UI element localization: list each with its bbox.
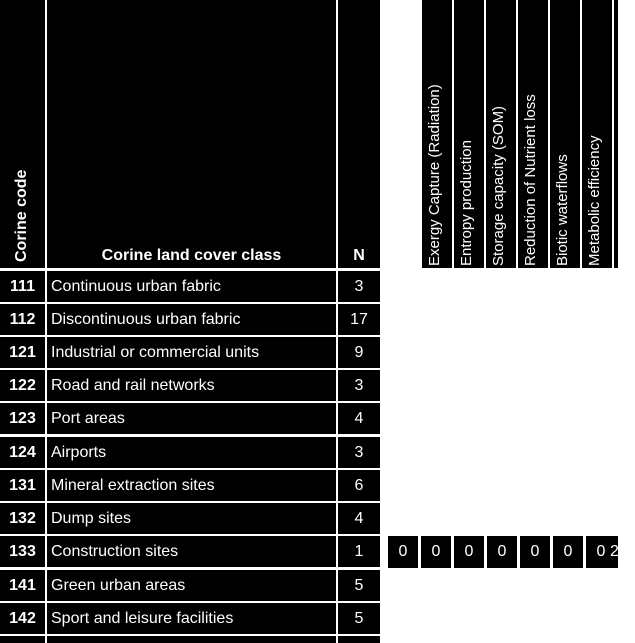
- row-code: 141: [0, 570, 45, 601]
- header-n-label: N: [353, 247, 365, 264]
- row-class: Dump sites: [47, 503, 336, 534]
- row-code: 142: [0, 603, 45, 634]
- value-cell: 0: [454, 536, 484, 568]
- table-row-partial: [338, 636, 380, 643]
- row-class: Airports: [47, 437, 336, 468]
- row-class: Continuous urban fabric: [47, 271, 336, 302]
- row-class: Sport and leisure facilities: [47, 603, 336, 634]
- table-row-partial: [47, 636, 336, 643]
- value-cell: 2: [606, 536, 618, 568]
- indicator-label: Exergy Capture (Radiation): [426, 84, 443, 266]
- row-code: 132: [0, 503, 45, 534]
- row-code: 131: [0, 470, 45, 501]
- header-corine-code: [0, 0, 45, 268]
- row-n: 5: [338, 570, 380, 601]
- header-n: [338, 0, 380, 268]
- indicator-header: [486, 0, 516, 268]
- value-cell: 0: [487, 536, 517, 568]
- row-code: 121: [0, 337, 45, 368]
- value-cell: 0: [520, 536, 550, 568]
- indicator-label: Storage capacity (SOM): [490, 105, 507, 266]
- row-class: Port areas: [47, 403, 336, 434]
- indicator-label: Reduction of Nutrient loss: [522, 94, 539, 266]
- indicator-header: [614, 0, 635, 268]
- value-cell: 0: [553, 536, 583, 568]
- indicator-header: [582, 0, 612, 268]
- row-code: 111: [0, 271, 45, 302]
- row-n: 3: [338, 271, 380, 302]
- row-class: Discontinuous urban fabric: [47, 304, 336, 335]
- header-class-label: Corine land cover class: [101, 247, 282, 264]
- row-n: 6: [338, 470, 380, 501]
- row-code: 112: [0, 304, 45, 335]
- row-n: 5: [338, 603, 380, 634]
- row-n: 4: [338, 503, 380, 534]
- row-n: 3: [338, 370, 380, 401]
- row-class: Green urban areas: [47, 570, 336, 601]
- row-code: 122: [0, 370, 45, 401]
- row-class: Industrial or commercial units: [47, 337, 336, 368]
- row-n: 3: [338, 437, 380, 468]
- row-n: 9: [338, 337, 380, 368]
- indicator-header: [550, 0, 580, 268]
- row-code: 124: [0, 437, 45, 468]
- row-class: Construction sites: [47, 536, 336, 567]
- value-cell: 0: [586, 536, 616, 568]
- row-n: 17: [338, 304, 380, 335]
- row-code: 133: [0, 536, 45, 567]
- indicator-label: Metabolic efficiency: [586, 135, 603, 266]
- indicator-label: Abiotic heterogeneity: [618, 125, 635, 266]
- indicator-label: Biotic waterflows: [554, 154, 571, 266]
- row-code: 123: [0, 403, 45, 434]
- header-land-cover-class: [47, 0, 336, 268]
- indicator-header: [422, 0, 452, 268]
- table-row-partial: [0, 636, 45, 643]
- value-cell: 0: [421, 536, 451, 568]
- value-cell: 0: [388, 536, 418, 568]
- row-n: 1: [338, 536, 380, 567]
- row-class: Mineral extraction sites: [47, 470, 336, 501]
- indicator-label: Entropy production: [458, 140, 475, 266]
- header-code-label: Corine code: [13, 169, 30, 262]
- indicator-header: [454, 0, 484, 268]
- indicator-header: [518, 0, 548, 268]
- row-class: Road and rail networks: [47, 370, 336, 401]
- row-n: 4: [338, 403, 380, 434]
